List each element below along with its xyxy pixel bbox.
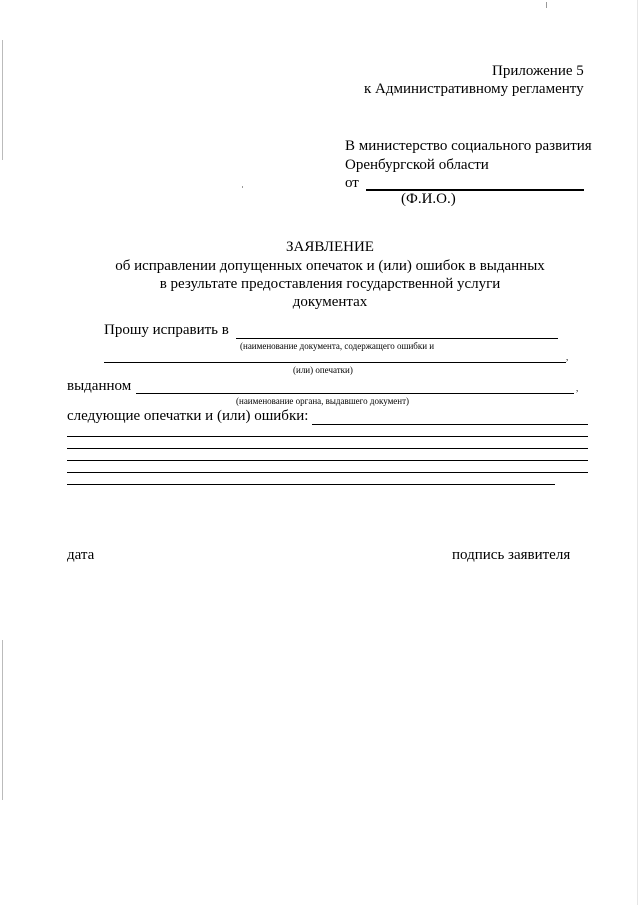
errors-line-1[interactable]	[312, 424, 588, 425]
title-sub2: в результате предоставления государственной услуги	[159, 276, 501, 292]
document-name-line[interactable]	[236, 338, 558, 339]
errors-line-2[interactable]	[67, 436, 588, 437]
addressee-line2: Оренбургской области	[345, 157, 489, 173]
scan-edge-mark	[242, 186, 243, 188]
document-name-hint: (наименование документа, содержащего ошибки и	[240, 341, 435, 351]
document-name-hint-2: (или) опечатки)	[293, 365, 353, 375]
regulation-label: к Административному регламенту	[364, 81, 584, 97]
scan-edge-mark	[2, 640, 3, 800]
errors-line-6[interactable]	[67, 484, 555, 485]
signature-label: подпись заявителя	[452, 547, 571, 563]
errors-line-3[interactable]	[67, 448, 588, 449]
errors-label: следующие опечатки и (или) ошибки:	[67, 408, 309, 424]
title-sub3: документах	[292, 294, 368, 310]
issued-label: выданном	[67, 378, 132, 394]
fio-line[interactable]	[366, 189, 584, 191]
date-label: дата	[67, 547, 95, 563]
from-label: от	[345, 175, 359, 191]
scan-edge-mark	[637, 0, 638, 905]
comma-1: ,	[566, 352, 569, 362]
document-name-line-2[interactable]	[104, 362, 566, 363]
fio-label: (Ф.И.О.)	[401, 191, 456, 207]
document-title: ЗАЯВЛЕНИЕ	[286, 239, 374, 255]
scan-edge-mark	[2, 40, 3, 160]
addressee-line1: В министерство социального развития	[345, 138, 592, 154]
request-label: Прошу исправить в	[104, 322, 229, 338]
title-sub1: об исправлении допущенных опечаток и (или) ошибок в выданных	[115, 258, 545, 274]
appendix-label: Приложение 5	[492, 63, 584, 79]
errors-line-5[interactable]	[67, 472, 588, 473]
errors-line-4[interactable]	[67, 460, 588, 461]
comma-2: ,	[576, 383, 579, 393]
issuer-hint: (наименование органа, выдавшего документ)	[236, 396, 410, 406]
issuer-line[interactable]	[136, 393, 574, 394]
scan-edge-mark	[546, 2, 547, 8]
